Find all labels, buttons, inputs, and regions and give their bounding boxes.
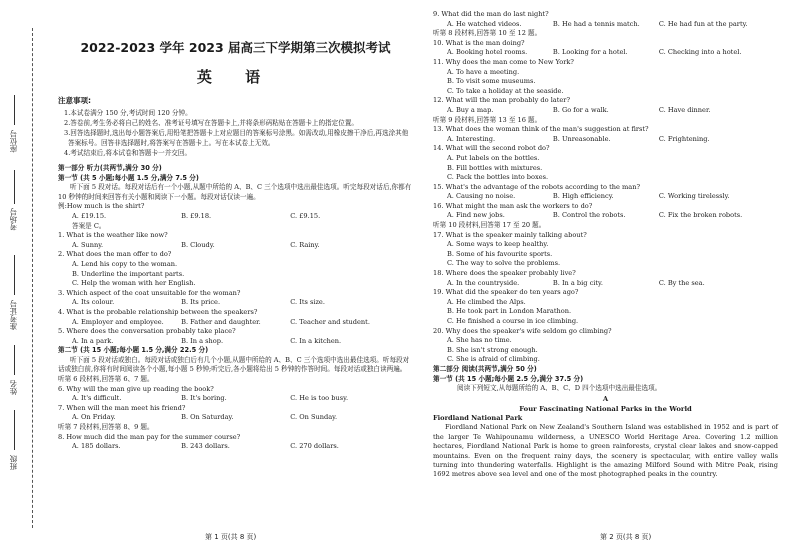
options	[433, 279, 778, 289]
option: A. It's difficult.	[72, 394, 122, 403]
question: 17. What is the speaker mainly talking about?	[433, 230, 587, 239]
passage-letter: A	[602, 394, 609, 403]
part2-section1-title: 第一节 (共 15 小题;每小题 2.5 分,满分 37.5 分)	[433, 374, 584, 383]
option: A. In a park.	[72, 336, 114, 345]
option: A. Booking hotel rooms.	[447, 48, 528, 57]
option: A. He watched videos.	[447, 19, 522, 28]
question: 13. What does the woman think of the man's suggestion at first?	[433, 125, 649, 134]
option: C. Working tirelessly.	[658, 192, 730, 201]
option: A. Interesting.	[447, 134, 496, 143]
section2-title: 第二节 (共 15 小题;每小题 1.5 分,满分 22.5 分)	[58, 346, 209, 355]
class-blank	[14, 410, 15, 450]
note-item: 3.回答选择题时,选出每小题答案后,用铅笔把答题卡上对应题目的答案标号涂黑。如需改动,用橡皮擦干净后,再选涂其他答案标号。回答非选择题时,将答案写在答题卡上。写在本试卷上无效。	[64, 129, 409, 147]
option: C. Checking into a hotel.	[658, 48, 742, 57]
option: B. On Saturday.	[181, 413, 234, 422]
option: C. Pack the bottles into boxes.	[447, 173, 549, 182]
part2-directions: 阅读下列短文,从每题所给的 A、B、C、D 四个选项中选出最佳选项。	[457, 384, 662, 393]
material-note: 听第 7 段材料,回答第 8、9 题。	[58, 423, 154, 432]
seat-blank	[14, 95, 15, 125]
page-footer-left: 第 1 页(共 8 页)	[205, 533, 257, 541]
option: C. He is too busy.	[290, 394, 349, 403]
option: B. He had a tennis match.	[552, 19, 640, 28]
options	[433, 135, 778, 145]
option: C. Its size.	[290, 298, 325, 307]
question: 4. What is the probable relationship between the speakers?	[58, 307, 258, 316]
option: B. £9.18.	[181, 211, 212, 220]
question: 16. What might the man ask the workers to do?	[433, 201, 593, 210]
id-number-blank	[14, 255, 15, 295]
option: A. Put labels on the bottles.	[447, 153, 540, 162]
option: C. In a kitchen.	[290, 336, 342, 345]
question: 10. What is the man doing?	[433, 38, 525, 47]
option: B. In a big city.	[552, 278, 603, 287]
subject-title: 英 语	[196, 68, 275, 86]
option: B. Father and daughter.	[181, 317, 261, 326]
exam-title: 2022-2023 学年 2023 届高三下学期第三次模拟考试	[80, 40, 391, 55]
option: B. Cloudy.	[181, 240, 215, 249]
option: B. Control the robots.	[552, 211, 626, 220]
options	[58, 318, 413, 328]
option: A. He climbed the Alps.	[447, 297, 526, 306]
part2-heading: 第二部分 阅读(共两节,满分 50 分)	[433, 364, 537, 373]
options	[58, 413, 413, 423]
passage-title: Four Fascinating National Parks in the World	[519, 404, 692, 413]
question: 7. When will the man meet his friend?	[58, 403, 186, 412]
question: 18. Where does the speaker probably live?	[433, 269, 576, 278]
question: 20. Why does the speaker's wife seldom go climbing?	[433, 326, 612, 335]
option: A. Its colour.	[72, 298, 115, 307]
option: C. Teacher and student.	[290, 317, 370, 326]
park-name: Fiordland National Park	[433, 413, 523, 422]
option: A. Lend his copy to the woman.	[72, 259, 178, 268]
option: C. Have dinner.	[658, 105, 711, 114]
option: B. 243 dollars.	[181, 442, 230, 451]
options	[58, 337, 413, 347]
option: C. By the sea.	[658, 278, 705, 287]
option: C. Fix the broken robots.	[658, 211, 743, 220]
options	[433, 192, 778, 202]
option: C. He had fun at the party.	[658, 19, 748, 28]
option: A. In the countryside.	[447, 278, 520, 287]
options	[433, 20, 778, 30]
material-note: 听第 6 段材料,回答第 6、7 题。	[58, 375, 154, 384]
option: A. Find new jobs.	[447, 211, 505, 220]
page-footer-right: 第 2 页(共 8 页)	[600, 533, 652, 541]
option: B. Underline the important parts.	[72, 269, 185, 278]
option: B. Some of his favourite sports.	[447, 249, 553, 258]
question: 2. What does the man offer to do?	[58, 250, 172, 259]
option: A. Some ways to keep healthy.	[447, 240, 549, 249]
option: C. Rainy.	[290, 240, 320, 249]
question: 11. Why does the man come to New York?	[433, 57, 574, 66]
question: 1. What is the weather like now?	[58, 231, 168, 240]
options	[58, 394, 413, 404]
question: 3. Which aspect of the coat unsuitable for the woman?	[58, 288, 241, 297]
option: A. Causing no noise.	[447, 192, 516, 201]
option: B. Looking for a hotel.	[552, 48, 628, 57]
option: A. She has no time.	[447, 336, 512, 345]
binding-strip	[0, 0, 52, 548]
option: C. She is afraid of climbing.	[447, 355, 540, 364]
options	[58, 298, 413, 308]
option: A. Sunny.	[72, 240, 104, 249]
exam-room-blank	[14, 170, 15, 204]
note-item: 4.考试结束后,将本试卷和答题卡一并交回。	[64, 149, 192, 157]
section1-title: 第一节 (共 5 小题;每小题 1.5 分,满分 7.5 分)	[58, 173, 199, 182]
section2-directions: 听下面 5 段对话或独白。每段对话或独白后有几个小题,从题中所给的 A、B、C 三个选项中选出最佳选项。听每段对话或独白前,你将有时间阅读各个小题,每小题 5 秒钟;听完后,各小题将给出 5 秒钟的作答时间。每段对话或独白读两遍。	[58, 355, 410, 374]
option: A. 185 dollars.	[72, 442, 121, 451]
park-paragraph: Fiordland National Park on New Zealand's Southern Island was established in 1952 and is part of the larger Te Wahipounamu wilderness, a UNESCO World Heritage Area. Covering 1.2 million hectares, Fiordland National Park is home to green rainforests, crystal clear lakes and snow-capped mountains. Even on the frequent rainy days, the scenery is spectacular, with entire valley walls turning into thundering waterfalls. Highlight is the amazing Milford Sound with Mitre Peak, rising 1692 metres above sea level and one of the most photographed peaks in the country.	[433, 423, 778, 479]
option: C. Help the woman with her English.	[72, 279, 196, 288]
option: B. She isn't strong enough.	[447, 345, 538, 354]
part1-heading: 第一部分 听力(共两节,满分 30 分)	[58, 164, 162, 172]
options	[433, 106, 778, 116]
option: A. Employer and employee.	[72, 317, 164, 326]
option: C. Frightening.	[658, 134, 710, 143]
option: B. It's boring.	[181, 394, 227, 403]
question: 19. What did the speaker do ten years ago?	[433, 288, 579, 297]
option: B. High efficiency.	[552, 192, 614, 201]
option: A. To have a meeting.	[447, 67, 520, 76]
option: B. Fill bottles with mixtures.	[447, 163, 543, 172]
option: C. The way to solve the problems.	[447, 259, 561, 268]
option: B. To visit some museums.	[447, 77, 536, 86]
note-item: 2.答卷前,考生务必将自己的姓名、准考证号填写在答题卡上,并将条形码粘贴在答题卡上的指定位置。	[64, 119, 359, 127]
options	[58, 442, 413, 452]
note-item: 1.本试卷满分 150 分,考试时间 120 分钟。	[64, 109, 192, 117]
question: 8. How much did the man pay for the summer course?	[58, 432, 241, 441]
question: 6. Why will the man give up reading the book?	[58, 384, 214, 393]
question: 9. What did the man do last night?	[433, 10, 549, 18]
seat-label: 座位号	[9, 130, 18, 153]
question: 5. Where does the conversation probably take place?	[58, 327, 236, 336]
option: A. £19.15.	[72, 211, 107, 220]
left-column	[58, 10, 413, 530]
right-column	[433, 10, 778, 530]
exam-room-label: 考场号	[9, 208, 18, 231]
example-options	[58, 212, 413, 222]
material-note: 听第 9 段材料,回答第 13 至 16 题。	[433, 115, 542, 124]
material-note: 听第 8 段材料,回答第 10 至 12 题。	[433, 29, 542, 38]
option: C. On Sunday.	[290, 413, 338, 422]
question: 15. What's the advantage of the robots according to the man?	[433, 182, 640, 191]
example-answer: 答案是 C。	[72, 221, 106, 230]
option: C. 270 dollars.	[290, 442, 339, 451]
option: A. On Friday.	[72, 413, 116, 422]
notes-heading: 注意事项:	[58, 96, 91, 105]
option: B. Go for a walk.	[552, 105, 609, 114]
option: B. Its price.	[181, 298, 221, 307]
material-note: 听第 10 段材料,回答第 17 至 20 题。	[433, 221, 546, 230]
binding-dashed-line	[32, 28, 33, 528]
id-number-label: 准考证号	[9, 300, 18, 330]
options	[58, 241, 413, 251]
name-blank	[14, 345, 15, 375]
options	[433, 48, 778, 58]
option: B. In a shop.	[181, 336, 224, 345]
option: C. To take a holiday at the seaside.	[447, 86, 564, 95]
section1-directions: 听下面 5 段对话。每段对话后有一个小题,从题中所给的 A、B、C 三个选项中选出最佳选项。听完每段对话后,你都有 10 秒钟的时间来回答有关小题和阅读下一小题。每段对话仅读一遍。	[58, 183, 412, 201]
example-question: 例:How much is the shirt?	[58, 202, 145, 211]
option: C. £9.15.	[290, 211, 321, 220]
option: A. Buy a map.	[447, 105, 494, 114]
question: 12. What will the man probably do later?	[433, 96, 570, 105]
option: C. He finished a course in ice climbing.	[447, 317, 579, 325]
class-label: 班级	[9, 455, 18, 470]
option: B. He took part in London Marathon.	[447, 307, 572, 316]
name-label: 姓名	[9, 380, 18, 395]
question: 14. What will the second robot do?	[433, 144, 550, 153]
options	[433, 211, 778, 221]
option: B. Unreasonable.	[552, 134, 611, 143]
